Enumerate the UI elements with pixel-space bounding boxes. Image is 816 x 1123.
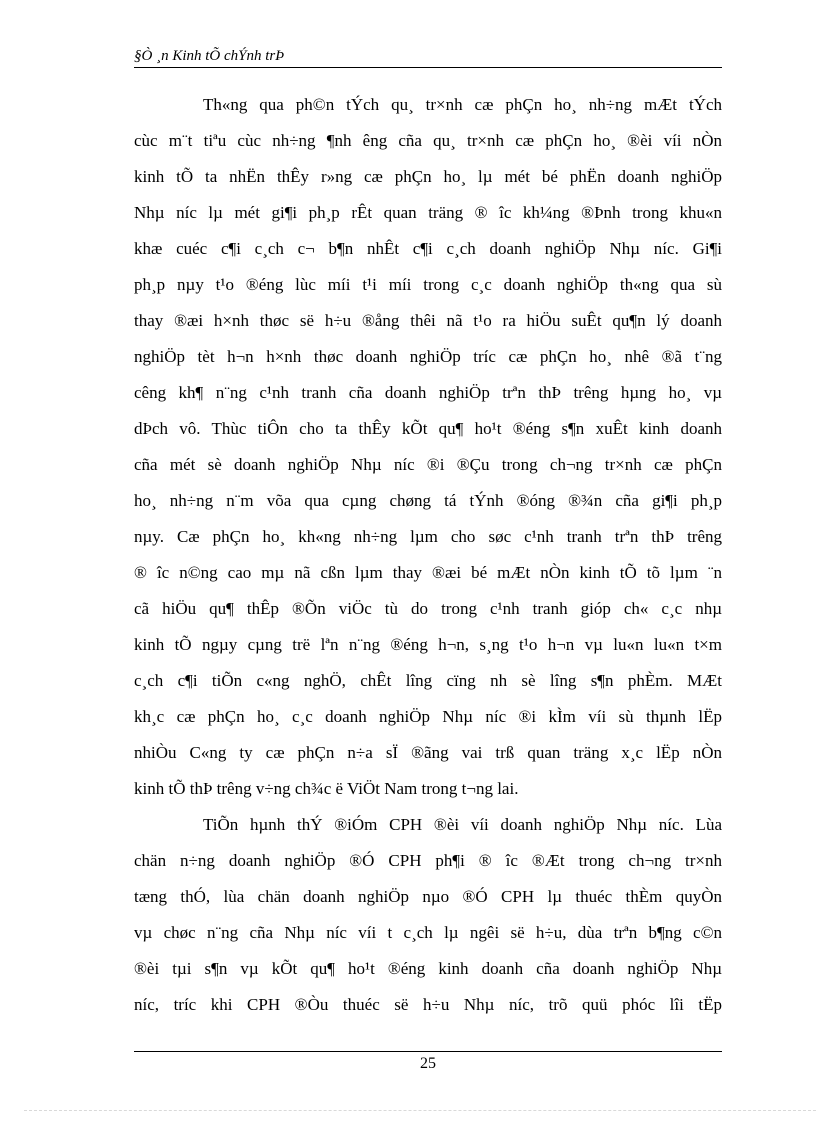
body-line: Nhµ níc lµ mét gi¶i ph¸p rÊt quan träng ® îc kh¼ng ®Þnh trong khu«n xyxy=(134,203,722,222)
body-line: tæng thÓ, lùa chän doanh nghiÖp nµo ®Ó CPH lµ thuéc thÈm quyÒn xyxy=(134,887,722,906)
body-line: ® îc n©ng cao mµ nã cßn lµm thay ®æi bé mÆt nÒn kinh tÕ tõ lµm ¨n xyxy=(134,563,722,582)
body-line: kinh tÕ ngµy cµng trë lªn n¨ng ®éng h¬n, s¸ng t¹o h¬n vµ lu«n lu«n t×m xyxy=(134,635,722,654)
page-number: 25 xyxy=(420,1055,436,1072)
body-line: khæ cuéc c¶i c¸ch c¬ b¶n nhÊt c¶i c¸ch doanh nghiÖp Nhµ níc. Gi¶i xyxy=(134,239,722,258)
body-line: c¸ch c¶i tiÕn c«ng nghÖ, chÊt lîng cïng nh sè lîng s¶n phÈm. MÆt xyxy=(134,671,722,690)
body-line: thay ®æi h×nh thøc së h÷u ®ång thêi nã t¹o ra hiÖu suÊt qu¶n lý doanh xyxy=(134,311,722,330)
running-header: §Ò ¸n Kinh tÕ chÝnh trÞ xyxy=(134,48,285,64)
header-divider xyxy=(134,67,722,68)
body-line: níc, tríc khi CPH ®Òu thuéc së h÷u Nhµ níc, trõ quü phóc lîi tËp xyxy=(134,995,722,1014)
body-line: cã hiÖu qu¶ thÊp ®Õn viÖc tù do trong c¹nh tranh gióp ch« c¸c nhµ xyxy=(134,599,722,618)
body-line: vµ chøc n¨ng cña Nhµ níc víi t c¸ch lµ ngêi së h÷u, dùa trªn b¶ng c©n xyxy=(134,923,722,942)
body-line: cùc m¨t tiªu cùc nh÷ng ¶nh êng cña qu¸ tr×nh cæ phÇn ho¸ ®èi víi nÒn xyxy=(134,131,722,150)
body-line: nghiÖp tèt h¬n h×nh thøc doanh nghiÖp tríc cæ phÇn ho¸ nhê ®ã t¨ng xyxy=(134,347,722,366)
page-boundary xyxy=(24,1110,816,1111)
body-line: nhiÒu C«ng ty cæ phÇn n÷a sÏ ®ãng vai trß quan träng x¸c lËp nÒn xyxy=(134,743,722,762)
body-line: dÞch vô. Thùc tiÔn cho ta thÊy kÕt qu¶ ho¹t ®éng s¶n xuÊt kinh doanh xyxy=(134,419,722,438)
body-line: ph¸p nµy t¹o ®éng lùc míi t¹i míi trong c¸c doanh nghiÖp th«ng qua sù xyxy=(134,275,722,294)
body-line: kinh tÕ thÞ trêng v÷ng ch¾c ë ViÖt Nam trong t¬ng lai. xyxy=(134,779,519,798)
body-line: TiÕn hµnh thÝ ®iÓm CPH ®èi víi doanh nghiÖp Nhµ níc. Lùa xyxy=(203,815,722,834)
body-line: Th«ng qua ph©n tÝch qu¸ tr×nh cæ phÇn ho¸ nh÷ng mÆt tÝch xyxy=(203,95,722,114)
body-line: cêng kh¶ n¨ng c¹nh tranh cña doanh nghiÖp trªn thÞ trêng hµng ho¸ vµ xyxy=(134,383,722,402)
body-line: ho¸ nh÷ng n¨m võa qua cµng chøng tá tÝnh ®óng ®¾n cña gi¶i ph¸p xyxy=(134,491,722,510)
body-line: chän n÷ng doanh nghiÖp ®Ó CPH ph¶i ® îc ®Æt trong ch¬ng tr×nh xyxy=(134,851,722,870)
footer-divider xyxy=(134,1051,722,1052)
body-line: ®èi tµi s¶n vµ kÕt qu¶ ho¹t ®éng kinh doanh cña doanh nghiÖp Nhµ xyxy=(134,959,722,978)
body-line: kinh tÕ ta nhËn thÊy r»ng cæ phÇn ho¸ lµ mét bé phËn doanh nghiÖp xyxy=(134,167,722,186)
body-line: nµy. Cæ phÇn ho¸ kh«ng nh÷ng lµm cho søc c¹nh tranh trªn thÞ trêng xyxy=(134,527,722,546)
body-line: kh¸c cæ phÇn ho¸ c¸c doanh nghiÖp Nhµ níc ®i kÌm víi sù thµnh lËp xyxy=(134,707,722,726)
body-line: cña mét sè doanh nghiÖp Nhµ níc ®i ®Çu trong ch¬ng tr×nh cæ phÇn xyxy=(134,455,722,474)
